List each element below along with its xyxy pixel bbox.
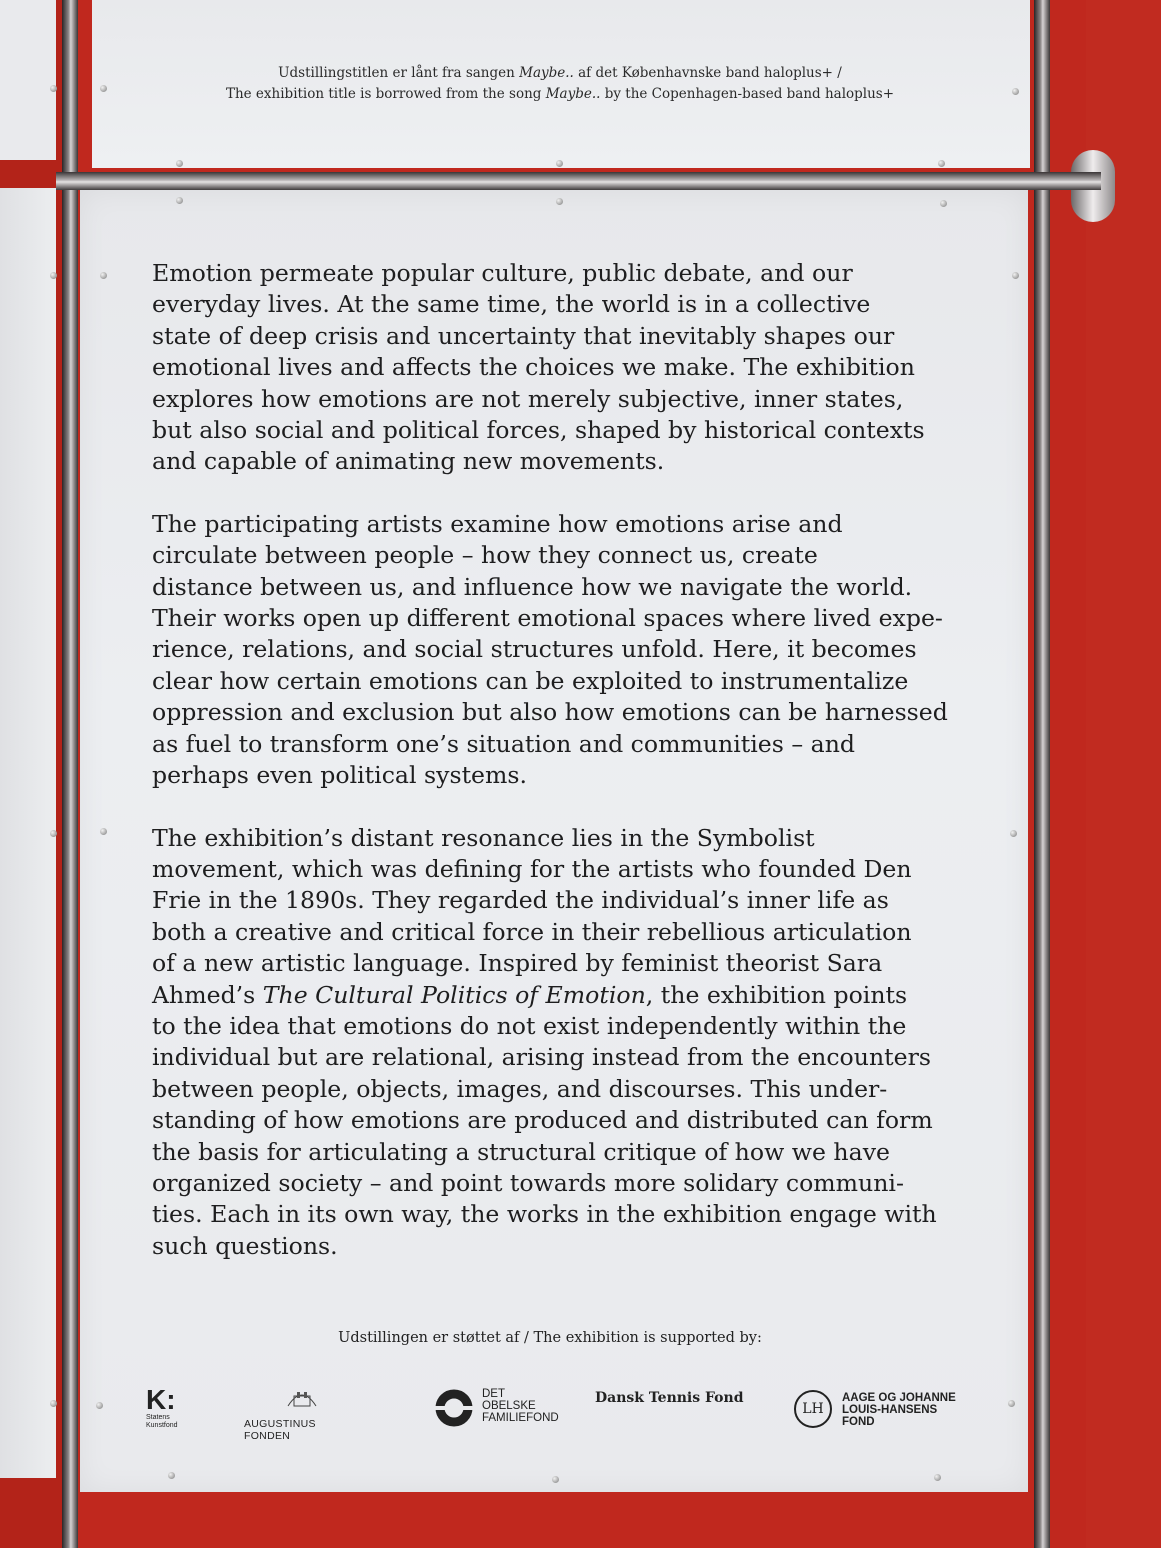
screw — [1012, 88, 1019, 95]
screw — [556, 160, 563, 167]
augustinus-emblem-icon — [244, 1384, 360, 1414]
screw — [50, 272, 57, 279]
statens-kunstfond-logo — [146, 1386, 178, 1430]
frame-post-right — [1034, 0, 1050, 1548]
lh-monogram-icon: LH — [794, 1390, 832, 1428]
paragraph-3 — [152, 823, 982, 1263]
wall-right — [1086, 0, 1161, 1548]
louis-hansens-line3: FOND — [842, 1416, 875, 1428]
screw — [938, 160, 945, 167]
screw — [934, 1474, 941, 1481]
credit-text: by the Copenhagen-based band haloplus+ — [600, 86, 895, 102]
augustinus-fonden-logo — [244, 1384, 360, 1442]
louis-hansens-line2: LOUIS-HANSENS — [842, 1404, 938, 1416]
obelske-familiefond-logo — [434, 1388, 594, 1428]
obelske-ring-icon — [434, 1388, 474, 1428]
credit-text: The exhibition title is borrowed from the song — [225, 86, 546, 102]
frame-rail — [56, 172, 1101, 190]
song-title: Maybe.. — [545, 86, 601, 102]
screw — [100, 828, 107, 835]
screw — [176, 197, 183, 204]
credit-line-english — [150, 84, 970, 105]
screw — [556, 198, 563, 205]
obelske-line3: FAMILIEFOND — [482, 1412, 559, 1424]
wall-text-body — [152, 258, 982, 1293]
statens-kunstfond-line2: Kunstfond — [146, 1422, 178, 1429]
screw — [1010, 830, 1017, 837]
paragraph-3-text: The exhibition’s distant resonance lies in the Symbolist movement, which was defining for the artists who founded Den Frie in the 1890s. They regarded the individual’s inner life as both a creative and critical force in their rebellious articulation of a new artistic language. Inspired by feminist theorist Sara Ahmed’s — [152, 823, 912, 1009]
song-title: Maybe.. — [519, 65, 574, 81]
credit-text: Udstillingstitlen er lånt fra sangen — [278, 65, 520, 81]
screw — [50, 1400, 57, 1407]
screw — [1008, 1400, 1015, 1407]
statens-kunstfond-line1: Statens — [146, 1414, 170, 1421]
statens-kunstfond-mark: K: — [146, 1384, 176, 1415]
louis-hansens-line1: AAGE OG JOHANNE — [842, 1392, 956, 1404]
obelske-line2: OBELSKE — [482, 1400, 536, 1412]
frame-post-left — [62, 0, 78, 1548]
screw — [176, 160, 183, 167]
support-label: Udstillingen er støttet af / The exhibition is supported by: — [338, 1330, 762, 1346]
screw — [168, 1472, 175, 1479]
obelske-text — [482, 1388, 559, 1424]
screw — [96, 1402, 103, 1409]
credit-line-danish — [150, 63, 970, 84]
paragraph-3-text: , the exhibition points to the idea that emotions do not exist independently within the individual but are relational, arising instead from the encounters between people, objects, images, and discourses. This under- standing of how emotions are produced and distributed can form the basis for articulating a structural critique of how we have organized society – and point towards more solidary communi- ties. Each in its own way, the works in the exhibition engage with such questions. — [152, 980, 937, 1260]
dansk-tennis-fond-logo: Dansk Tennis Fond — [595, 1390, 744, 1406]
screw — [940, 200, 947, 207]
screw — [50, 85, 57, 92]
paragraph-1: Emotion permeate popular culture, public debate, and our everyday lives. At the same time, the world is in a collective state of deep crisis and uncertainty that inevitably shapes our emotional lives and affects the choices we make. The exhibition explores how emotions are not merely subjective, inner states, but also social and political forces, shaped by historical contexts and capable of animating new movements. — [152, 259, 925, 476]
exhibition-title-credit — [150, 63, 970, 105]
credit-text: af det Københavnske band haloplus+ / — [573, 65, 842, 81]
screw — [552, 1476, 559, 1483]
paragraph-2: The participating artists examine how emotions arise and circulate between people – how they connect us, create distance between us, and influence how we navigate the world. Their works open up different emotional spaces where lived expe- rience, relations, and social structures unfold. Here, it becomes clear how certain emotions can be exploited to instrumentalize oppression and exclusion but also how emotions can be harnessed as fuel to transform one’s situation and communities – and perhaps even political systems. — [152, 509, 948, 790]
louis-hansens-text — [842, 1392, 956, 1428]
obelske-line1: DET — [482, 1388, 505, 1400]
augustinus-fonden-name: AUGUSTINUS FONDEN — [244, 1418, 316, 1442]
screw — [100, 85, 107, 92]
adjacent-panel-top — [0, 0, 56, 160]
screw — [1012, 272, 1019, 279]
book-title: The Cultural Politics of Emotion — [262, 980, 646, 1009]
louis-hansens-fond-logo — [794, 1390, 974, 1430]
screw — [100, 272, 107, 279]
screw — [50, 830, 57, 837]
adjacent-panel — [0, 188, 56, 1478]
